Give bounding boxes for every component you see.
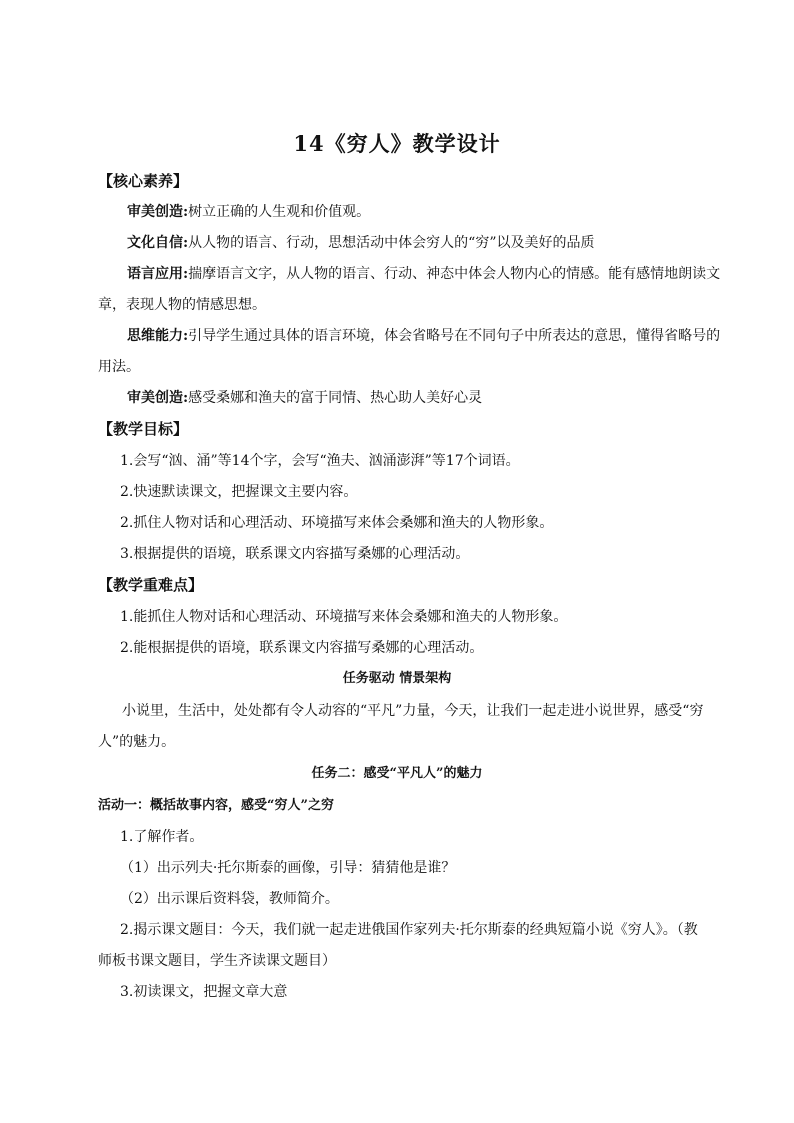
section-heading-teaching-goals: 【教学目标】 xyxy=(98,420,189,438)
core-item-3-continuation: 章，表现人物的情感思想。 xyxy=(98,297,266,313)
core-item-text: 引导学生通过具体的语言环境，体会省略号在不同句子中所表达的意思，懂得省略号的 xyxy=(188,328,721,344)
key-point-item: 1.能抓住人物对话和心理活动、环境描写来体会桑娜和渔夫的人物形象。 xyxy=(120,609,568,625)
step-1: 1.了解作者。 xyxy=(120,829,204,845)
intro-paragraph-line-1: 小说里，生活中，处处都有令人动容的“平凡”力量，今天，让我们一起走进小说世界，感受“穷 xyxy=(122,703,704,719)
document-title: 14《穷人》教学设计 xyxy=(293,131,501,156)
core-item-4-continuation: 用法。 xyxy=(98,359,140,375)
intro-paragraph-line-2: 人”的魅力。 xyxy=(98,734,176,750)
core-item-text: 揣摩语言文字，从人物的语言、行动、神态中体会人物内心的情感。能有感情地朗读文 xyxy=(188,266,721,282)
goal-item: 2.快速默读课文，把握课文主要内容。 xyxy=(120,484,358,500)
core-item-label: 审美创造: xyxy=(127,204,189,220)
core-item-5 xyxy=(127,389,482,407)
core-item-4 xyxy=(127,327,720,345)
key-point-item: 2.能根据提供的语境，联系课文内容描写桑娜的心理活动。 xyxy=(120,640,484,656)
core-item-label: 审美创造: xyxy=(127,390,189,406)
task-drive-heading: 任务驱动 情景架构 xyxy=(342,671,452,686)
core-item-text: 树立正确的人生观和价值观。 xyxy=(188,204,371,220)
goal-item: 1.会写“汹、涌”等14个字，会写“渔夫、汹涌澎湃”等17个词语。 xyxy=(120,453,520,469)
core-item-2 xyxy=(127,234,595,252)
goal-item: 3.根据提供的语境，联系课文内容描写桑娜的心理活动。 xyxy=(120,546,470,562)
step-1a: （1）出示列夫·托尔斯泰的画像，引导：猜猜他是谁？ xyxy=(120,860,456,876)
task-two-heading: 任务二：感受“平凡人”的魅力 xyxy=(311,766,483,781)
step-2-line-2: 师板书课文题目，学生齐读课文题目） xyxy=(98,953,336,969)
step-2-line-1: 2.揭示课文题目：今天，我们就一起走进俄国作家列夫·托尔斯泰的经典短篇小说《穷人》。（教 xyxy=(120,922,698,938)
core-item-label: 文化自信: xyxy=(127,235,189,251)
section-heading-core-literacy: 【核心素养】 xyxy=(98,172,189,190)
core-item-label: 语言应用: xyxy=(127,266,189,282)
core-item-label: 思维能力: xyxy=(127,328,189,344)
core-item-text: 从人物的语言、行动，思想活动中体会穷人的“穷”以及美好的品质 xyxy=(188,235,595,251)
core-item-text: 感受桑娜和渔夫的富于同情、热心助人美好心灵 xyxy=(188,390,483,406)
step-1b: （2）出示课后资料袋，教师简介。 xyxy=(120,891,339,907)
activity-one-heading: 活动一：概括故事内容，感受“穷人”之穷 xyxy=(98,798,334,813)
step-3: 3.初读课文，把握文章大意 xyxy=(120,984,288,1000)
core-item-1 xyxy=(127,203,370,221)
core-item-3 xyxy=(127,265,720,283)
section-heading-key-points: 【教学重难点】 xyxy=(98,576,204,594)
goal-item: 2.抓住人物对话和心理活动、环境描写来体会桑娜和渔夫的人物形象。 xyxy=(120,515,554,531)
